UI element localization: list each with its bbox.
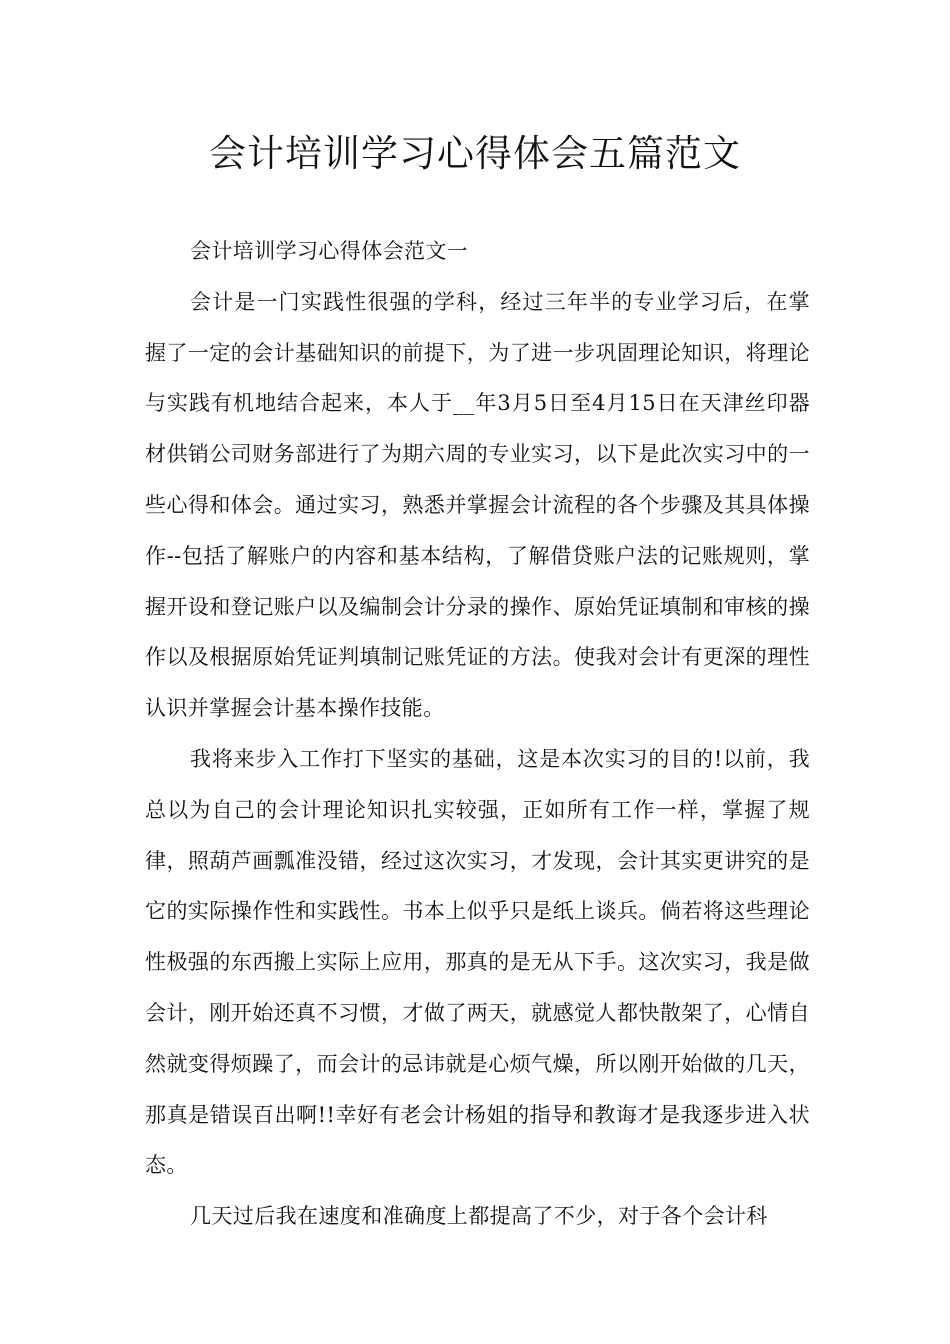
document-title: 会计培训学习心得体会五篇范文 <box>209 132 741 175</box>
paragraph-3: 几天过后我在速度和准确度上都提高了不少，对于各个会计科 <box>190 1204 768 1229</box>
section-subtitle: 会计培训学习心得体会范文一 <box>190 239 469 263</box>
paragraph-1: 会计是一门实践性很强的学科，经过三年半的专业学习后，在掌握了一定的会计基础知识的前提下，为了进一步巩固理论知识，将理论与实践有机地结合起来，本人于__年3月5日至4月15日在天津丝印器材供销公司财务部进行了为期六周的专业实习，以下是此次实习中的一些心得和体会。通过实习，熟悉并掌握会计流程的各个步骤及其具体操作--包括了解账户的内容和基本结构，了解借贷账户法的记账规则，掌握开设和登记账户以及编制会计分录的操作、原始凭证填制和审核的操作以及根据原始凭证判填制记账凭证的方法。使我对会计有更深的理性认识并掌握会计基本操作技能。 <box>145 289 810 721</box>
document-body <box>145 226 810 1242</box>
paragraph-2: 我将来步入工作打下坚实的基础，这是本次实习的目的!以前，我总以为自己的会计理论知识扎实较强，正如所有工作一样，掌握了规律，照葫芦画瓢准没错，经过这次实习，才发现，会计其实更讲究的是它的实际操作性和实践性。书本上似乎只是纸上谈兵。倘若将这些理论性极强的东西搬上实际上应用，那真的是无从下手。这次实习，我是做会计，刚开始还真不习惯，才做了两天，就感觉人都快散架了，心情自然就变得烦躁了，而会计的忌讳就是心烦气燥，所以刚开始做的几天，那真是错误百出啊!!幸好有老会计杨姐的指导和教诲才是我逐步进入状态。 <box>145 746 810 1178</box>
